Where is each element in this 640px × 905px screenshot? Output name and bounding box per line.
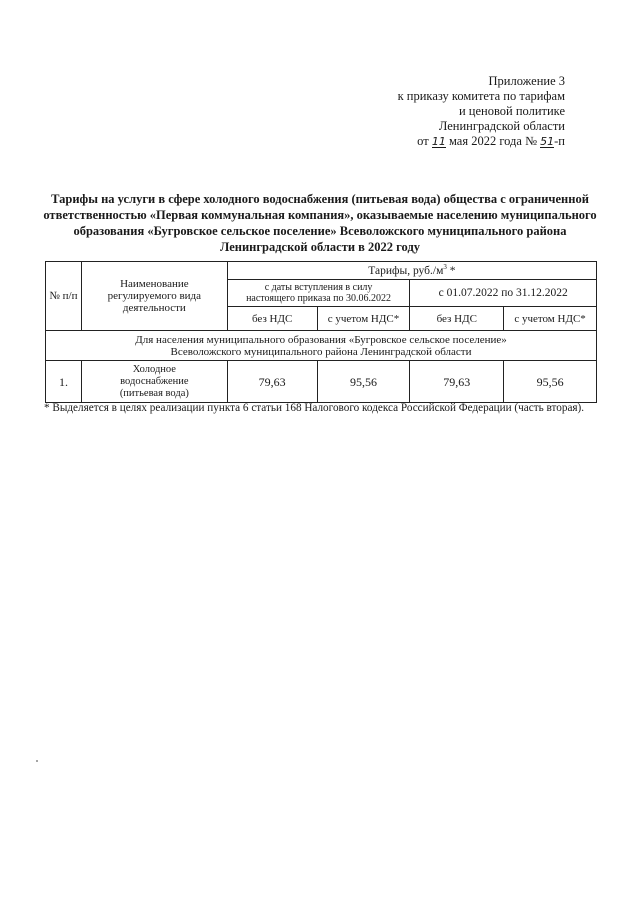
tariffs-table [45,261,597,403]
row-num: 1. [46,361,82,403]
order-number-suffix: -п [554,134,565,148]
header-num: № п/п [46,262,82,331]
row-p1-no-vat: 79,63 [227,361,317,403]
title-line-4: Ленинградской области в 2022 году [219,240,421,254]
header-period-1: с даты вступления в силу настоящего приказа по 30.06.2022 [227,280,410,307]
document-title [40,191,600,255]
header-p1-with-vat: с учетом НДС* [317,307,410,331]
row-p1-with-vat: 95,56 [317,361,410,403]
table-row [46,361,597,403]
order-day: 11 [431,135,446,148]
title-line-1: Тарифы на услуги в сфере холодного водоснабжения (питьевая вода) общества с ограниченной [51,192,589,206]
title-line-2: ответственностью «Первая коммунальная компания», оказываемые населению муниципального [43,208,597,222]
appendix-title: Приложение 3 [488,74,565,88]
header-p2-with-vat: с учетом НДС* [504,307,597,331]
header-p2-no-vat: без НДС [410,307,504,331]
header-tariffs [227,262,596,280]
title-line-3: образования «Бугровское сельское поселение» Всеволожского муниципального района [73,224,567,238]
scan-speck [36,760,38,762]
appendix-header [398,74,565,149]
header-tariffs-sup: 3 [443,262,447,271]
date-middle: мая 2022 года № [448,134,538,148]
header-period-2: с 01.07.2022 по 31.12.2022 [410,280,597,307]
header-tariffs-asterisk: * [449,264,456,277]
appendix-region: Ленинградской области [438,119,565,133]
header-activity-name: Наименование регулируемого вида деятельности [81,262,227,331]
group-line-1: Для населения муниципального образования «Бугровское сельское поселение» [135,333,507,346]
header-p1-no-vat: без НДС [227,307,317,331]
header-tariffs-text: Тарифы, руб./м [368,264,444,277]
group-row [46,331,597,361]
order-number: 51 [540,135,555,148]
appendix-order-ref: к приказу комитета по тарифам [397,89,565,103]
appendix-date-line [398,134,565,149]
appendix-committee: и ценовой политике [458,104,565,118]
row-p2-with-vat: 95,56 [504,361,597,403]
row-p2-no-vat: 79,63 [410,361,504,403]
footnote: * Выделяется в целях реализации пункта 6 статьи 168 Налогового кодекса Российской Федерации (часть вторая). [44,402,585,414]
row-activity-name: Холодное водоснабжение (питьевая вода) [81,361,227,403]
group-line-2: Всеволожского муниципального района Ленинградской области [170,345,472,358]
date-prefix: от [417,134,429,148]
